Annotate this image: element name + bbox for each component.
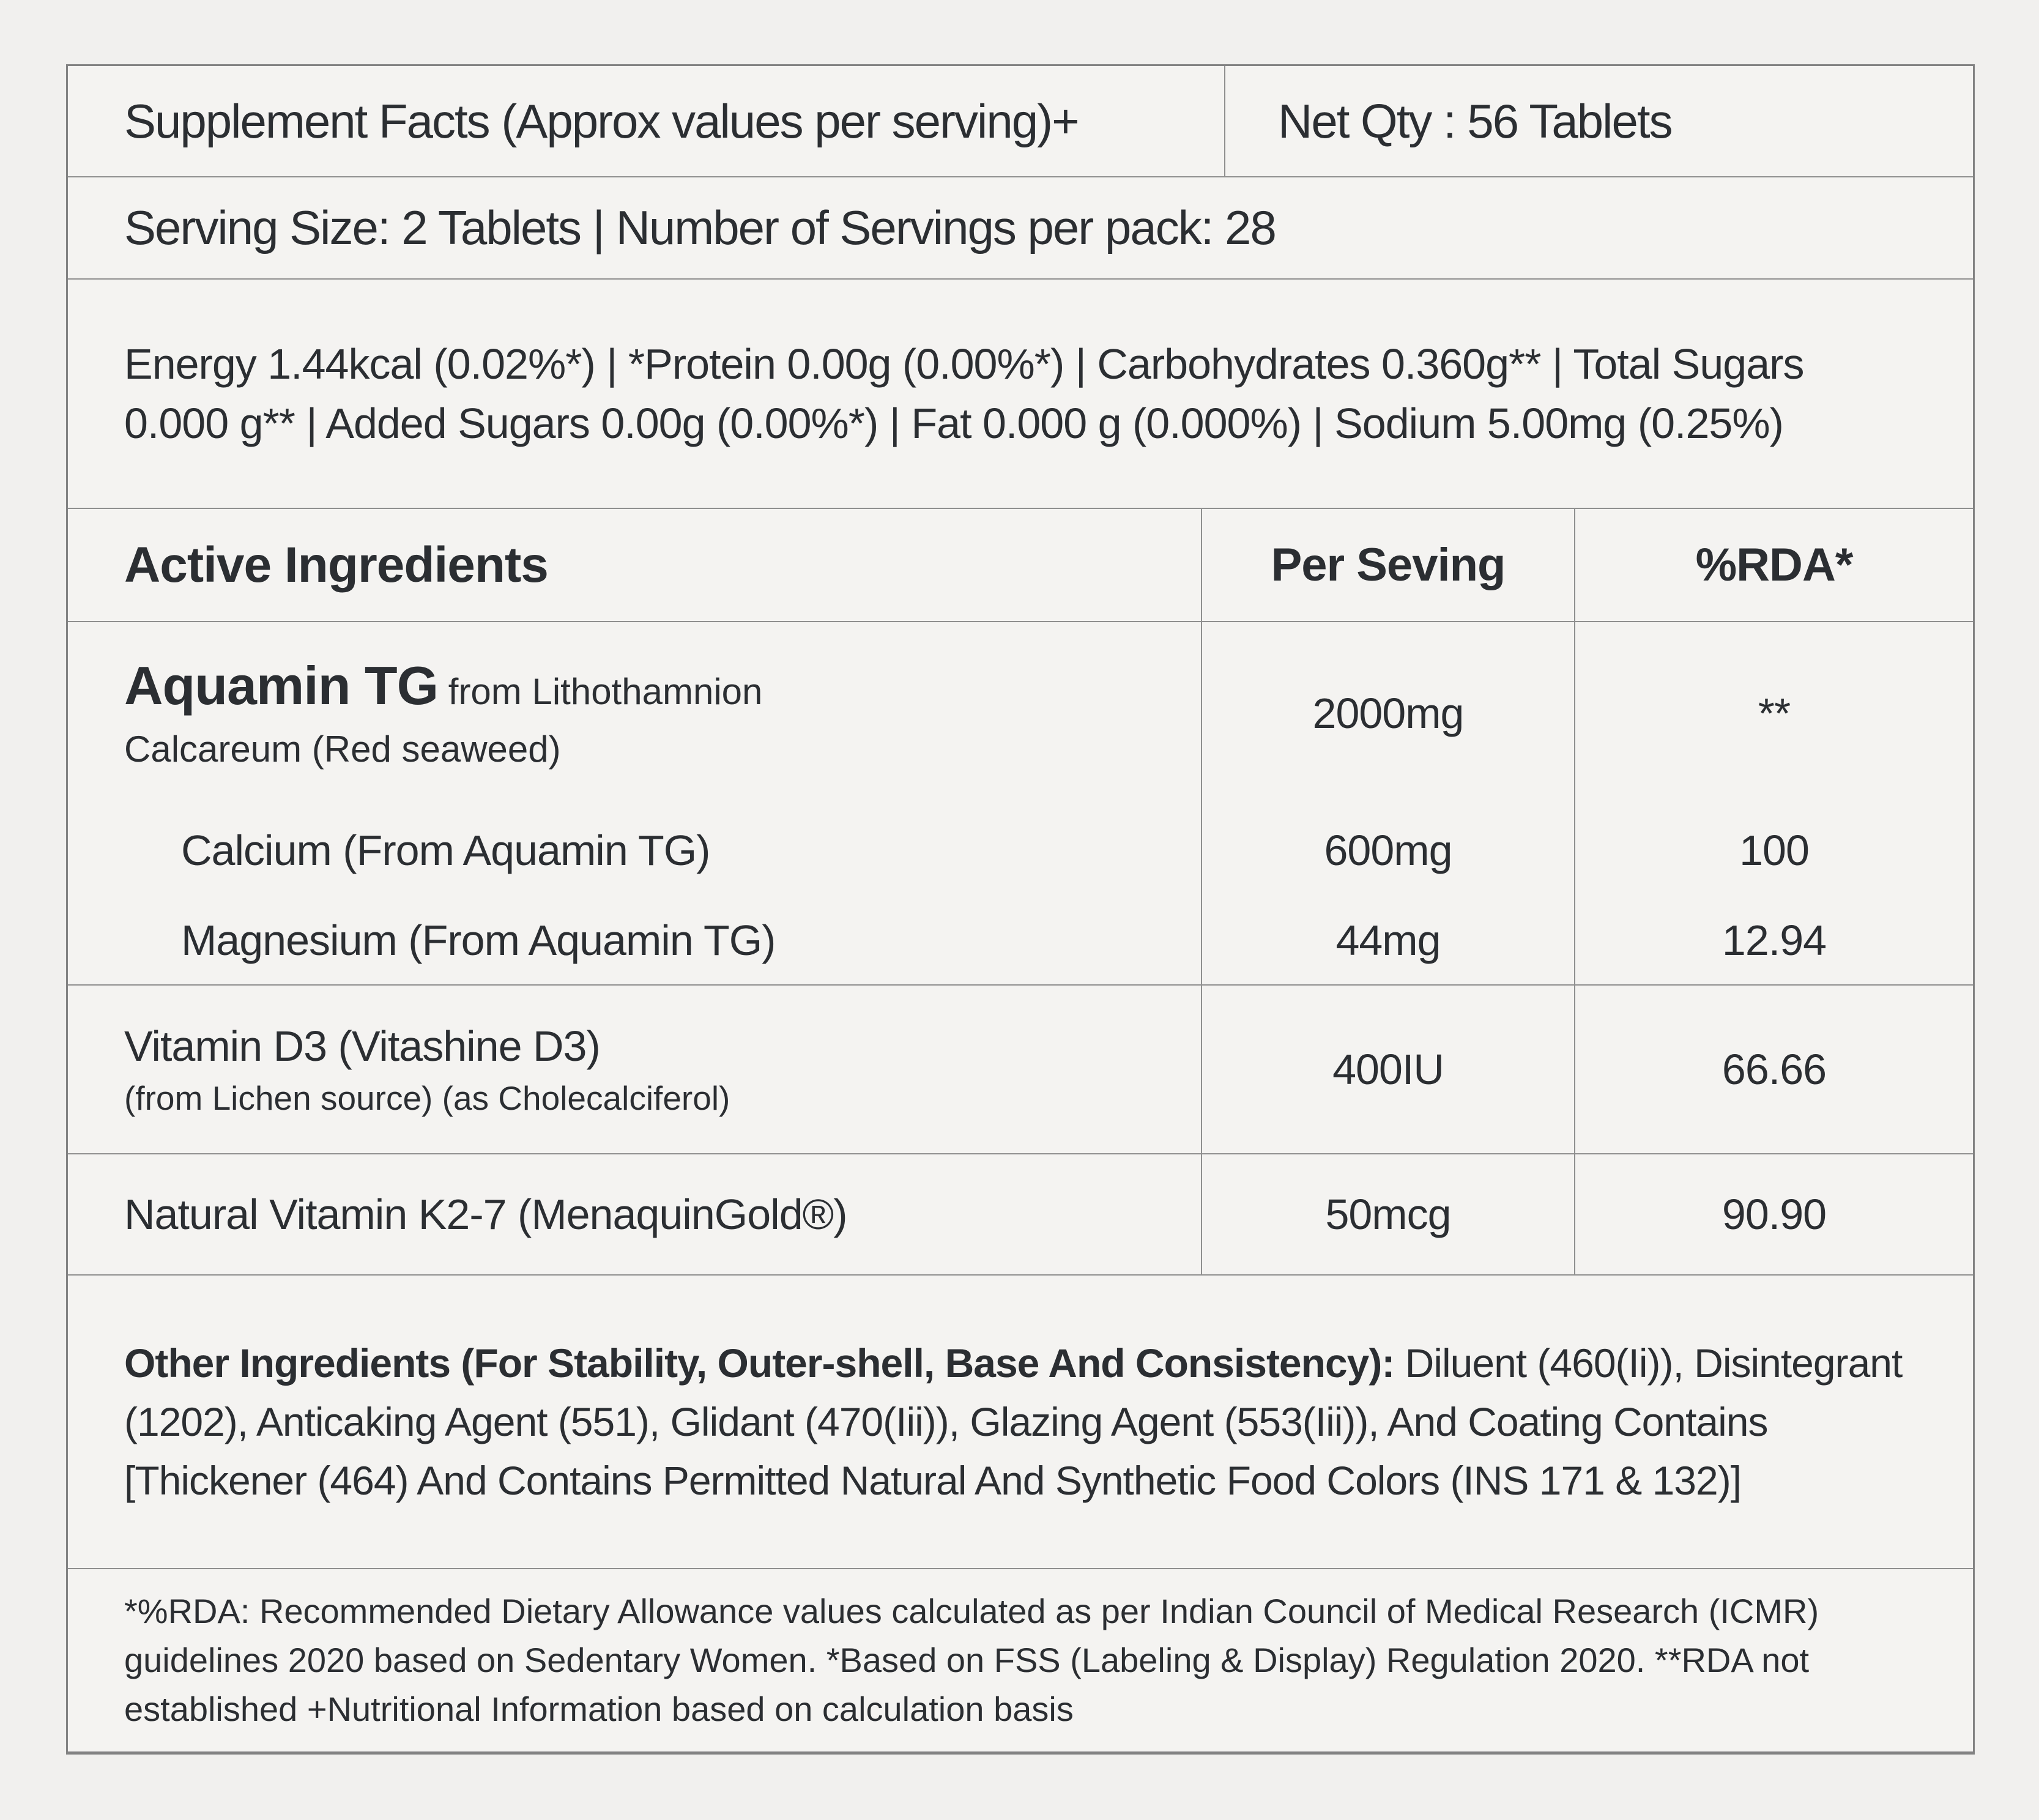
other-ingredients-row	[68, 1274, 1973, 1568]
supplement-facts-panel	[66, 64, 1975, 1755]
vitamin-k2-name: Natural Vitamin K2-7 (MenaquinGold®)	[124, 1190, 847, 1238]
magnesium-name: Magnesium (From Aquamin TG)	[181, 916, 776, 964]
col-header-rda: %RDA*	[1574, 509, 1973, 621]
vitamin-k2-amount: 50mcg	[1201, 1154, 1574, 1274]
aquamin-main-subrow	[68, 622, 1973, 804]
panel-title: Supplement Facts (Approx values per serving)+	[124, 94, 1079, 148]
aquamin-name-cell	[68, 622, 1201, 804]
ingredients-header-row	[68, 508, 1973, 621]
aquamin-name: Aquamin TG	[124, 655, 439, 716]
macro-summary: Energy 1.44kcal (0.02%*) | *Protein 0.00g (0.00%*) | Carbohydrates 0.360g** | Total Sugars 0.000 g** | Added Sugars 0.00g (0.00%*) | Fat 0.000 g (0.000%) | Sodium 5.00mg (0.25%)	[124, 340, 1804, 447]
vitamin-k2-rda: 90.90	[1574, 1154, 1973, 1274]
vitamin-k2-row	[68, 1153, 1973, 1274]
calcium-name: Calcium (From Aquamin TG)	[181, 826, 710, 874]
col-header-per-serving: Per Seving	[1201, 509, 1574, 621]
net-qty: Net Qty : 56 Tablets	[1278, 94, 1672, 148]
footnote-row	[68, 1568, 1973, 1751]
aquamin-source: from Lithothamnion	[438, 671, 763, 712]
serving-row	[68, 176, 1973, 278]
magnesium-subrow	[68, 896, 1973, 984]
calcium-amount: 600mg	[1201, 804, 1574, 896]
vitamin-d3-source: (from Lichen source) (as Cholecalciferol)	[124, 1079, 730, 1117]
col-header-active-ingredients: Active Ingredients	[124, 537, 548, 593]
vitamin-d3-name: Vitamin D3 (Vitashine D3)	[124, 1022, 600, 1070]
panel-title-cell	[68, 66, 1224, 176]
other-ingredients-lead: Other Ingredients (For Stability, Outer-shell, Base And Consistency):	[124, 1340, 1395, 1386]
vitamin-d3-amount: 400IU	[1201, 986, 1574, 1153]
macros-row	[68, 278, 1973, 508]
aquamin-row	[68, 621, 1973, 984]
vitamin-d3-row	[68, 984, 1973, 1153]
net-qty-cell	[1224, 66, 1973, 176]
calcium-rda: 100	[1574, 804, 1973, 896]
other-ingredients-rest: Diluent (460(Ii)), Disintegrant (1202), Anticaking Agent (551), Glidant (470(Iii)), Glazing Agent (553(Iii)), And Coating Contains [Thickener (464) And Contains Permitted Natural And Synthetic Food Colors (INS 171 & 132)]	[124, 1340, 1903, 1503]
footnote-text: *%RDA: Recommended Dietary Allowance values calculated as per Indian Council of Medical Research (ICMR) guidelines 2020 based on Sedentary Women. *Based on FSS (Labeling & Display) Regulation 2020. **RDA not established +Nutritional Information based on calculation basis	[124, 1592, 1819, 1728]
vitamin-d3-rda: 66.66	[1574, 986, 1973, 1153]
header-row	[68, 66, 1973, 176]
aquamin-source-line2: Calcareum (Red seaweed)	[124, 729, 561, 770]
aquamin-rda: **	[1574, 622, 1973, 804]
magnesium-rda: 12.94	[1574, 896, 1973, 984]
other-ingredients-text	[124, 1334, 1918, 1510]
serving-info: Serving Size: 2 Tablets | Number of Servings per pack: 28	[124, 201, 1276, 254]
magnesium-amount: 44mg	[1201, 896, 1574, 984]
vitamin-d3-name-cell	[68, 986, 1201, 1153]
calcium-subrow	[68, 804, 1973, 896]
aquamin-amount: 2000mg	[1201, 622, 1574, 804]
